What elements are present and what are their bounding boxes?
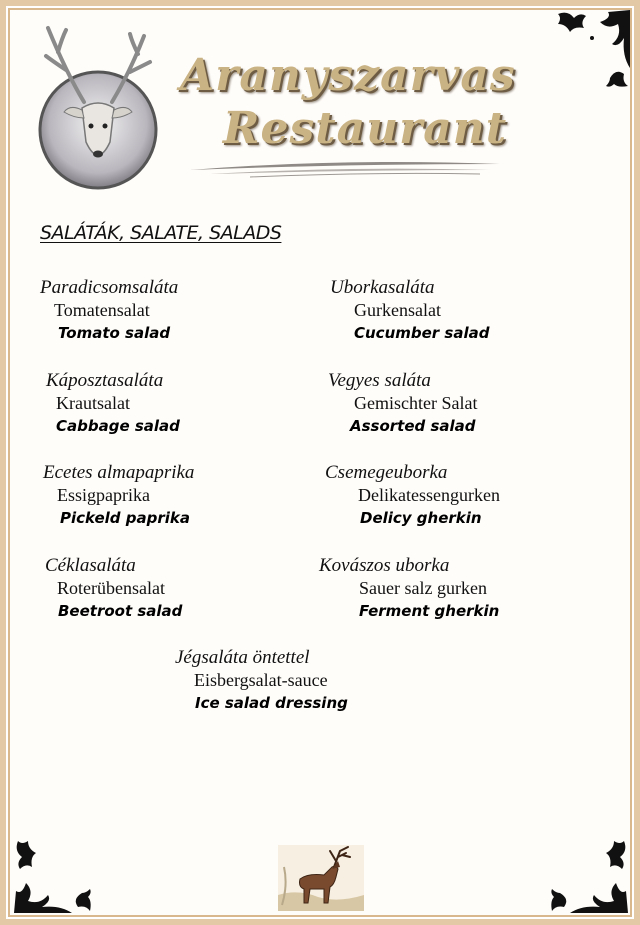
item-name-german: Delikatessengurken (358, 485, 500, 505)
item-name-hungarian: Uborkasaláta (330, 277, 435, 298)
item-name-hungarian: Céklasaláta (45, 555, 136, 576)
item-name-english: Cucumber salad (354, 324, 490, 342)
item-name-english: Ice salad dressing (195, 694, 348, 712)
menu-item (330, 276, 489, 345)
item-name-english: Delicy gherkin (360, 509, 482, 527)
menu-item (328, 369, 477, 438)
item-name-hungarian: Ecetes almapaprika (43, 462, 195, 483)
item-name-english: Tomato salad (58, 324, 171, 342)
restaurant-name: Aranyszarvas (180, 50, 516, 101)
menu-item (43, 461, 194, 530)
item-name-hungarian: Paradicsomsaláta (40, 277, 179, 298)
menu-item (325, 461, 500, 530)
item-name-german: Tomatensalat (54, 300, 150, 320)
item-name-hungarian: Csemegeuborka (325, 462, 448, 483)
item-name-hungarian: Jégsaláta öntettel (175, 647, 310, 668)
item-name-hungarian: Káposztasaláta (46, 370, 164, 391)
menu-item (175, 646, 348, 715)
item-name-german: Krautsalat (56, 393, 130, 413)
restaurant-subtitle: Restaurant (222, 103, 508, 154)
item-name-english: Assorted salad (350, 417, 476, 435)
item-name-german: Gemischter Salat (354, 393, 478, 413)
item-name-english: Ferment gherkin (359, 602, 500, 620)
item-name-german: Roterübensalat (57, 578, 165, 598)
menu-item (46, 369, 180, 438)
menu-item (45, 554, 182, 623)
item-name-german: Gurkensalat (354, 300, 441, 320)
item-name-hungarian: Vegyes saláta (328, 370, 431, 391)
item-name-english: Pickeld paprika (60, 509, 190, 527)
corner-ornament-icon (550, 835, 630, 915)
item-name-german: Essigpaprika (57, 485, 150, 505)
item-name-english: Cabbage salad (56, 417, 180, 435)
menu-item (40, 276, 178, 345)
corner-ornament-icon (12, 835, 92, 915)
item-name-german: Sauer salz gurken (359, 578, 487, 598)
title-swoosh-divider (190, 150, 500, 180)
deer-illustration-icon (278, 845, 364, 911)
deer-logo-icon (36, 22, 160, 192)
menu-item (319, 554, 499, 623)
item-name-german: Eisbergsalat-sauce (194, 670, 328, 690)
item-name-english: Beetroot salad (58, 602, 183, 620)
section-heading: SALÁTÁK, SALATE, SALADS (40, 222, 282, 244)
item-name-hungarian: Kovászos uborka (319, 555, 450, 576)
corner-ornament-icon (552, 8, 632, 88)
